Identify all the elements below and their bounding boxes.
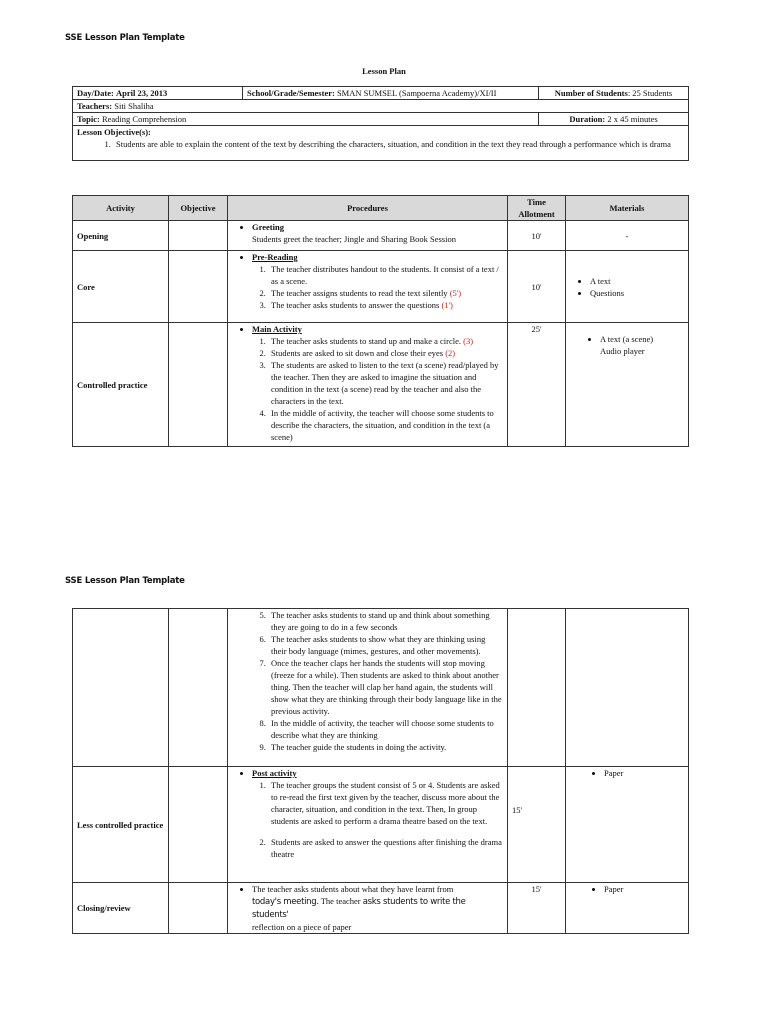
list-item: 2. The teacher assigns students to read the text silently (5') — [268, 287, 503, 299]
list-item: • A text — [590, 275, 684, 287]
materials-closing — [566, 883, 689, 934]
col-objective: Objective — [169, 196, 228, 221]
list-item: • Paper — [604, 767, 684, 779]
materials-core — [566, 251, 689, 323]
school-cell: School/Grade/Semester: SMAN SUMSEL (Sampoerna Academy)/XI/II — [243, 87, 539, 100]
procedure-less-controlled: • Post activity 1. The teacher groups the student consist of 5 or 4. Students are asked to re-read the first text given by the teacher, discuss more about the character, situation, and condition in the text. Then, In group students are asked to perform a drama theatre based on the text. 2. Students are asked to answer the questions after finishing the drama theatre — [228, 767, 508, 883]
duration-cell: Duration: 2 x 45 minutes — [539, 113, 689, 126]
procedure-controlled: • Main Activity 1. The teacher asks students to stand up and make a circle. (3) 2. Students are asked to sit down and close their eyes (2) 3. The students are asked to listen to the text (a scene) read/played by the teacher. Then they are asked to imagine the situation and condition in the text (a scene) read by the teacher and also the characters in the text. 4. In the middle of activity, the teacher will choose some students to describe the characters, the situation, and condition in the text (a scene) — [228, 323, 508, 447]
procedure-closing: • The teacher asks students about what they have learnt from today's meeting. The teacher asks students to write the students' reflection on a piece of paper — [228, 883, 508, 934]
list-item: 7. Once the teacher claps her hands the students will stop moving (freeze for a while). Then students are asked to think about another thing. Then the teacher will clap her hand again, the students will show what they are thinking through their body language like in the previous activity. — [268, 657, 503, 717]
time-controlled: 25' — [508, 323, 566, 447]
time-core: 10' — [508, 251, 566, 323]
list-item: 4. In the middle of activity, the teacher will choose some students to describe the characters, the situation, and condition in the text (a scene) — [268, 407, 503, 443]
table-row — [73, 609, 689, 767]
col-materials: Materials — [566, 196, 689, 221]
list-item: • A text (a scene) Audio player — [600, 333, 684, 357]
list-item: 1. The teacher distributes handout to the students. It consist of a text / as a scene. — [268, 263, 503, 287]
list-item: 1. The teacher groups the student consist of 5 or 4. Students are asked to re-read the first text given by the teacher, discuss more about the character, situation, and condition in the text. Then, In group students are asked to perform a drama theatre based on the text. — [268, 779, 503, 827]
list-item: 8. In the middle of activity, the teacher will choose some students to describe what they are thinking — [268, 717, 503, 741]
table-row — [73, 221, 689, 251]
list-item: 6. The teacher asks students to show what they are thinking using their body language (mimes, gestures, and other movements). — [268, 633, 503, 657]
date-cell: Day/Date: April 23, 2013 — [73, 87, 243, 100]
template-header-page2: SSE Lesson Plan Template — [65, 576, 185, 586]
list-item: 3. The teacher asks students to answer the questions (1') — [268, 299, 503, 311]
table-row — [73, 767, 689, 883]
time-less-controlled: 15' — [508, 767, 566, 883]
procedure-opening: • Greeting Students greet the teacher; Jingle and Sharing Book Session — [228, 221, 508, 251]
info-table — [72, 86, 689, 161]
activity-closing: Closing/review — [73, 883, 169, 934]
col-time: Time Allotment — [508, 196, 566, 221]
list-item: 3. The students are asked to listen to the text (a scene) read/played by the teacher. Then they are asked to imagine the situation and condition in the text (a scene) read by the teacher and also the characters in the text. — [268, 359, 503, 407]
teachers-cell: Teachers: Siti Shaliha — [73, 100, 689, 113]
lesson-plan-table-continued — [72, 608, 689, 934]
objective-item: 1. Students are able to explain the content of the text by describing the characters, situation, and condition in the text they read through a performance which is drama — [113, 138, 684, 150]
topic-cell: Topic: Reading Comprehension — [73, 113, 539, 126]
list-item: 5. The teacher asks students to stand up and think about something they are going to do in a few seconds — [268, 609, 503, 633]
time-opening: 10' — [508, 221, 566, 251]
list-item: 9. The teacher guide the students in doing the activity. — [268, 741, 503, 753]
table-row — [73, 883, 689, 934]
table-row — [73, 251, 689, 323]
objective-cell: Lesson Objective(s): 1. Students are able to explain the content of the text by describing the characters, situation, and condition in the text they read through a performance which is drama — [73, 126, 689, 161]
activity-less-controlled: Less controlled practice — [73, 767, 169, 883]
lesson-plan-table — [72, 195, 689, 447]
col-procedures: Procedures — [228, 196, 508, 221]
list-item: 1. The teacher asks students to stand up and make a circle. (3) — [268, 335, 503, 347]
template-header: SSE Lesson Plan Template — [65, 33, 185, 43]
activity-controlled: Controlled practice — [73, 323, 169, 447]
col-activity: Activity — [73, 196, 169, 221]
page-title: Lesson Plan — [362, 66, 406, 76]
materials-controlled — [566, 323, 689, 447]
procedure-continued — [228, 609, 508, 767]
activity-core: Core — [73, 251, 169, 323]
table-row — [73, 323, 689, 447]
list-item: • Paper — [604, 883, 684, 895]
list-item: • Questions — [590, 287, 684, 299]
list-item: 2. Students are asked to sit down and close their eyes (2) — [268, 347, 503, 359]
materials-less-controlled — [566, 767, 689, 883]
time-closing: 15' — [508, 883, 566, 934]
students-cell: Number of Students: 25 Students — [539, 87, 689, 100]
activity-opening: Opening — [73, 221, 169, 251]
materials-opening: - — [566, 221, 689, 251]
procedure-core: • Pre-Reading 1. The teacher distributes handout to the students. It consist of a text / as a scene. 2. The teacher assigns students to read the text silently (5') 3. The teacher asks students to answer the questions (1') — [228, 251, 508, 323]
list-item: 2. Students are asked to answer the questions after finishing the drama theatre — [268, 836, 503, 860]
